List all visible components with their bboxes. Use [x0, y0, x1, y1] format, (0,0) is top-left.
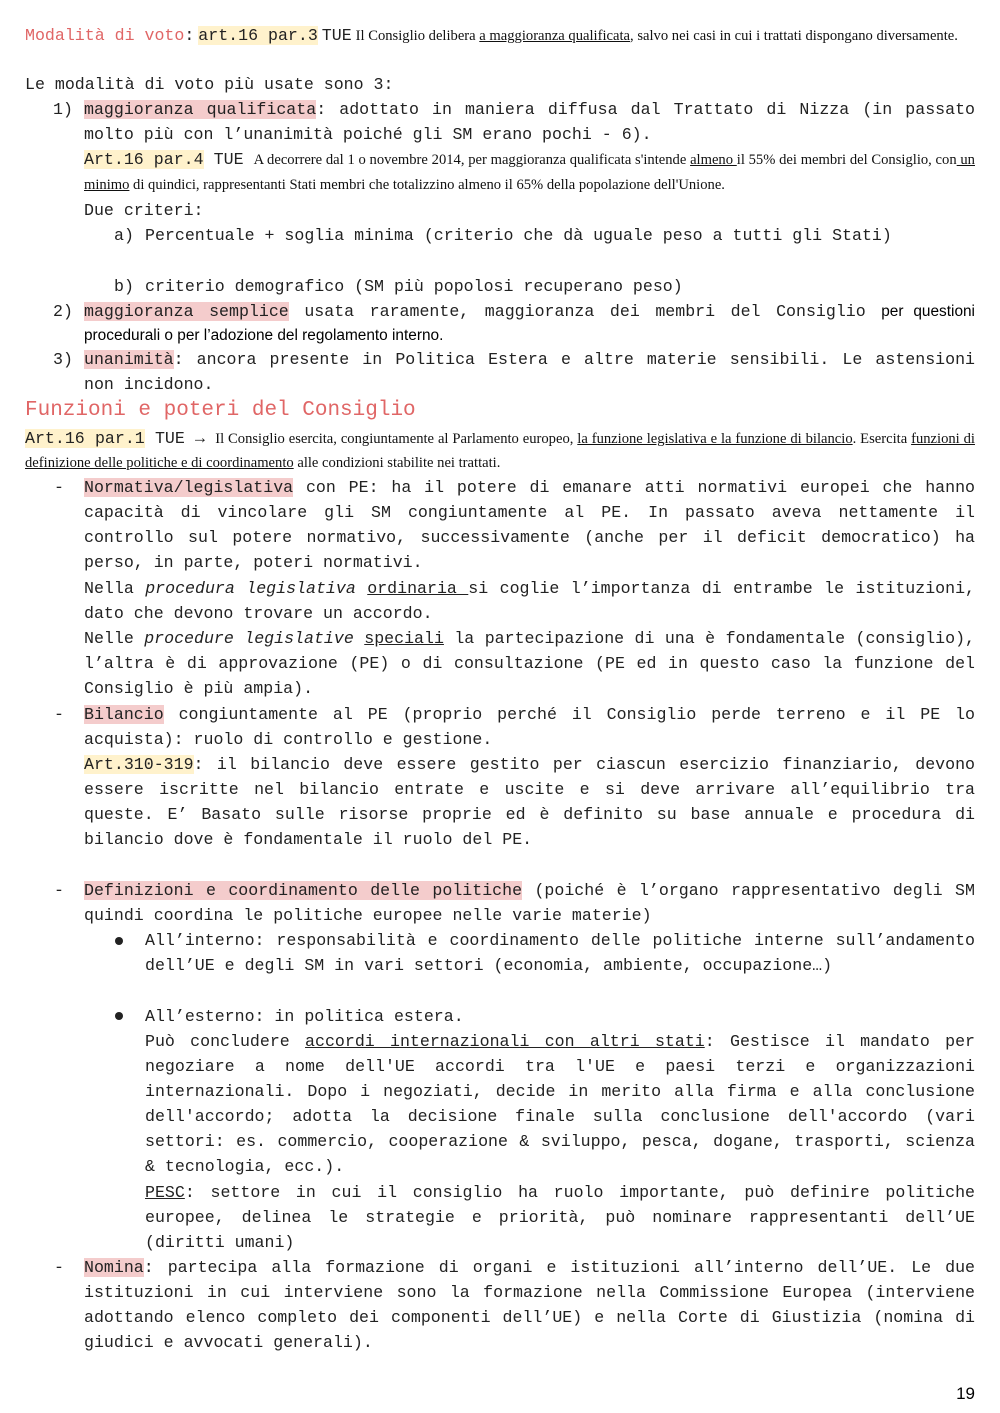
normativa-speciali: Nelle procedure legislative speciali la partecipazione di una è fondamentale (consiglio), l’altra è di approvazione (PE) o di consultazione (PE ed in questo caso la funzione del Consiglio è più ampia).: [84, 629, 975, 699]
voto-ref: art.16 par.3: [198, 26, 318, 45]
normativa-term: Normativa/legislativa: [84, 478, 294, 497]
voto-title: Modalità di voto: [25, 26, 185, 45]
item-2-text: maggioranza semplice usata raramente, maggioranza dei membri del Consiglio per questioni procedurali o per l’adozione del regolamento interno.: [84, 302, 975, 345]
nomina-term: Nomina: [84, 1258, 144, 1277]
dash-bilancio: -: [54, 705, 64, 724]
item-3-term: unanimità: [84, 350, 174, 369]
voto-quote: Il Consiglio delibera a maggioranza qualificata, salvo nei casi in cui i trattati dispongano diversamente.: [355, 28, 958, 44]
voto-header: [25, 23, 975, 48]
voto-intro: Le modalità di voto più usate sono 3:: [25, 75, 394, 94]
item-1-term: maggioranza qualificata: [84, 100, 317, 119]
dash-nomina: -: [54, 1258, 64, 1277]
item-1-quote: Art.16 par.4 TUE A decorrere dal 1 o novembre 2014, per maggioranza qualificata s'intende almeno il 55% dei membri del Consiglio, con un minimo di quindici, rappresentanti Stati membri che totalizzino almeno il 65% della popolazione dell'Unione.: [84, 150, 975, 194]
criterio-b-marker: b): [114, 277, 134, 296]
dash-definizioni: -: [54, 881, 64, 900]
nomina-text: Nomina: partecipa alla formazione di organi e istituzioni all’interno dell’UE. Le due istituzioni in cui interviene sono la formazione nella Commissione Europea (interviene adottando elenco completo dei componenti dell’UE) e nella Corte di Giustizia (nomina di giudici e avvocati generali).: [84, 1258, 975, 1353]
page-number: 19: [956, 1384, 975, 1403]
normativa-text: Normativa/legislativa con PE: ha il potere di emanare atti normativi europei che hanno capacità di vincolare gli SM congiuntamente al PE. In passato aveva nettamente il controllo sul potere normativo, successivamente (anche per il deficit democratico) ha perso, in parte, poteri normativi.: [84, 478, 975, 573]
item-1-ref: Art.16 par.4: [84, 150, 204, 169]
definizioni-text: Definizioni e coordinamento delle politiche (poiché è l’organo rappresentativo degli SM quindi coordina le politiche europee nelle varie materie): [84, 881, 975, 926]
definizioni-accordi: Può concludere accordi internazionali con altri stati: Gestisce il mandato per negoziare a nome dell'UE accordi tra l'UE e paesi terzi e organizzazioni internazionali. Dopo i negoziati, decide in merito alla firma e alla conclusione dell'accordo; adotta la decisione finale sulla conclusione dell'accordo (vari settori: es. commercio, cooperazione & sviluppo, pesca, dogane, trasporti, scienza & tecnologia, ecc.).: [145, 1032, 976, 1177]
voto-colon: :: [184, 26, 195, 45]
criterio-a: Percentuale + soglia minima (criterio che dà uguale peso a tutti gli Stati): [145, 226, 892, 245]
bilancio-articolo: Art.310-319: il bilancio deve essere gestito per ciascun esercizio finanziario, devono essere iscritte nel bilancio entrate e uscite e si deve arrivare all’equilibrio tra queste. E’ Basato sulle risorse proprie ed è definito su base annuale e procedura di bilancio dove è fondamentale il ruolo del PE.: [84, 755, 975, 850]
item-3-text: unanimità: ancora presente in Politica Estera e altre materie sensibili. Le astensioni non incidono.: [84, 350, 975, 395]
definizioni-term: Definizioni e coordinamento delle politiche: [84, 881, 523, 900]
funzioni-ref: Art.16 par.1: [25, 429, 145, 448]
item-1-text: maggioranza qualificata: adottato in maniera diffusa dal Trattato di Nizza (in passato molto più con l’unanimità poiché gli SM erano pochi - 6).: [84, 100, 975, 145]
criterio-b: criterio demografico (SM più popolosi recuperano peso): [145, 277, 683, 296]
funzioni-title: Funzioni e poteri del Consiglio: [25, 399, 416, 422]
criterio-a-marker: a): [114, 226, 134, 245]
definizioni-esterno: All’esterno: in politica estera.: [145, 1007, 464, 1026]
item-2-term: maggioranza semplice: [84, 302, 289, 321]
definizioni-pesc: PESC: settore in cui il consiglio ha ruolo importante, può definire politiche europee, delinea le strategie e priorità, può nominare rappresentanti dell’UE (diritti umani): [145, 1183, 975, 1253]
definizioni-interno: All’interno: responsabilità e coordinamento delle politiche interne sull’andamento dell’UE e degli SM in vari settori (economia, ambiente, occupazione…): [145, 931, 975, 976]
bilancio-text: Bilancio congiuntamente al PE (proprio perché il Consiglio perde terreno e il PE lo acquista): ruolo di controllo e gestione.: [84, 705, 975, 750]
item-3-marker: 3): [53, 350, 73, 369]
criteri-intro: Due criteri:: [84, 201, 204, 220]
item-2-marker: 2): [53, 302, 73, 321]
bullet-icon: [115, 937, 123, 945]
normativa-ordinaria: Nella procedura legislativa ordinaria si coglie l’importanza di entrambe le istituzioni, dato che devono trovare un accordo.: [84, 579, 975, 624]
dash-normativa: -: [54, 478, 64, 497]
item-1-marker: 1): [53, 100, 73, 119]
voto-tue: TUE: [321, 26, 352, 45]
funzioni-quote: Art.16 par.1 TUE → Il Consiglio esercita, congiuntamente al Parlamento europeo, la funzione legislativa e la funzione di bilancio. Esercita funzioni di definizione delle politiche e di coordinamento alle condizioni stabilite nei trattati.: [25, 429, 975, 472]
bilancio-term: Bilancio: [84, 705, 164, 724]
bilancio-ref: Art.310-319: [84, 755, 194, 774]
bullet-icon: [115, 1012, 123, 1020]
